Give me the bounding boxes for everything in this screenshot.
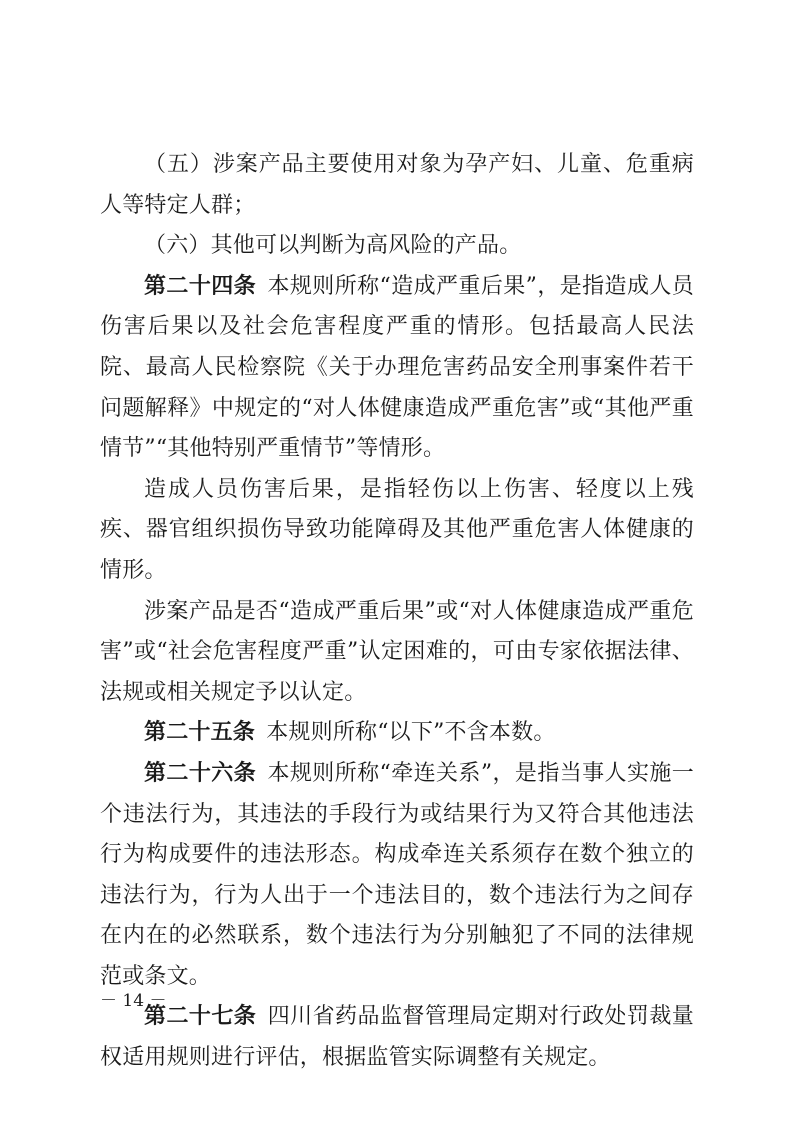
article-heading: 第二十五条 <box>144 720 256 746</box>
paragraph-text: 本规则所称“造成严重后果”，是指造成人员伤害后果以及社会危害程度严重的情形。包括最高人民法院、最高人民检察院《关于办理危害药品安全刑事案件若干问题解释》中规定的“对人体健康造成严重危害”或“其他严重情节”“其他特别严重情节”等情形。 <box>100 273 694 462</box>
article-27 <box>100 997 694 1078</box>
article-24-paragraph-3 <box>100 592 694 714</box>
paragraph-text: 本规则所称“牵连关系”，是指当事人实施一个违法行为，其违法的手段行为或结果行为又符合其他违法行为构成要件的违法形态。构成牵连关系须存在数个独立的违法行为，行为人出于一个违法目的，数个违法行为之间存在内在的必然联系，数个违法行为分别触犯了不同的法律规范或条文。 <box>100 760 694 989</box>
paragraph-text: （五）涉案产品主要使用对象为孕产妇、儿童、危重病人等特定人群； <box>100 152 694 218</box>
paragraph-item-6 <box>100 226 694 267</box>
paragraph-text: 本规则所称“以下”不含本数。 <box>266 720 556 746</box>
paragraph-text: 造成人员伤害后果，是指轻伤以上伤害、轻度以上残疾、器官组织损伤导致功能障碍及其他严重危害人体健康的情形。 <box>100 476 694 583</box>
article-heading: 第二十六条 <box>144 760 257 786</box>
page-number: － 14 － <box>100 991 167 1011</box>
article-24-paragraph-2 <box>100 470 694 592</box>
body-text <box>100 145 694 1079</box>
article-heading: 第二十四条 <box>144 273 257 299</box>
article-25 <box>100 713 694 754</box>
paragraph-text: 涉案产品是否“造成严重后果”或“对人体健康造成严重危害”或“社会危害程度严重”认定困难的，可由专家依据法律、法规或相关规定予以认定。 <box>100 598 694 705</box>
paragraph-text: （六）其他可以判断为高风险的产品。 <box>144 233 522 259</box>
article-24 <box>100 267 694 470</box>
paragraph-text: 四川省药品监督管理局定期对行政处罚裁量权适用规则进行评估，根据监管实际调整有关规定。 <box>100 1004 694 1071</box>
paragraph-item-5 <box>100 145 694 226</box>
article-26 <box>100 754 694 998</box>
article-heading: 第二十七条 <box>144 1004 257 1030</box>
